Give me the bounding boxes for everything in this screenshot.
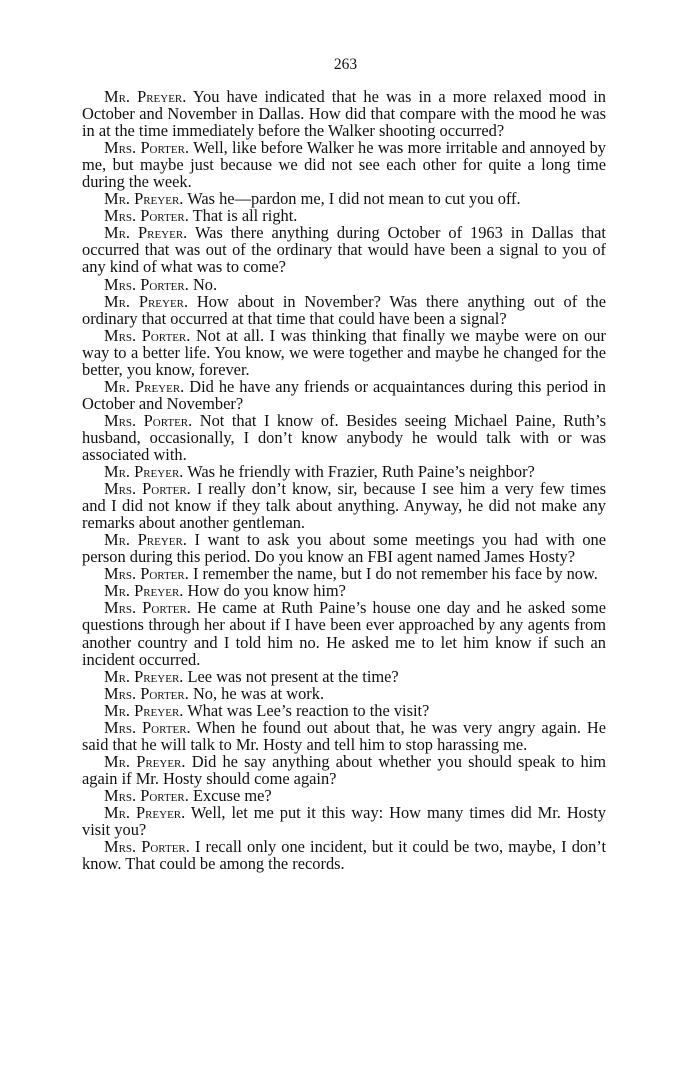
page-number: 263 <box>333 56 358 73</box>
transcript-body <box>82 88 606 872</box>
statement-text: Was there anything during October of 1963 in Dallas that occurred that was out of the ordinary that would have been a signal to you of any kind of what was to come? <box>82 223 606 277</box>
speaker-name: Mr. Preyer. <box>104 462 184 482</box>
transcript-paragraph <box>82 293 606 327</box>
transcript-paragraph <box>82 276 606 293</box>
speaker-name: Mrs. Porter. <box>104 837 190 857</box>
statement-text: He came at Ruth Paine’s house one day and he asked some questions through her about if I have been ever approached by any agents from another country and I told him no. He asked me to let him know if such an incident occurred. <box>82 598 606 669</box>
speaker-name: Mr. Preyer. <box>104 581 184 601</box>
speaker-name: Mrs. Porter. <box>104 410 193 430</box>
statement-text: Lee was not present at the time? <box>187 666 399 686</box>
statement-text: I recall only one incident, but it could be two, maybe, I don’t know. That could be among the records. <box>82 837 606 874</box>
speaker-name: Mr. Preyer. <box>104 802 186 822</box>
statement-text: Well, let me put it this way: How many times did Mr. Hosty visit you? <box>82 802 606 840</box>
transcript-paragraph <box>82 668 606 685</box>
statement-text: How do you know him? <box>187 581 346 601</box>
transcript-paragraph <box>82 88 606 139</box>
transcript-paragraph <box>82 582 606 599</box>
statement-text: I really don’t know, sir, because I see him a very few times and I did not know if they talk about anything. Anyway, he did not make any remarks about another gentleman. <box>82 479 606 533</box>
speaker-name: Mrs. Porter. <box>104 598 191 618</box>
transcript-paragraph <box>82 838 606 872</box>
statement-text: What was Lee’s reaction to the visit? <box>187 700 430 720</box>
statement-text: Did he say anything about whether you should speak to him again if Mr. Hosty should come again? <box>82 751 606 788</box>
transcript-paragraph <box>82 190 606 207</box>
speaker-name: Mr. Preyer. <box>104 666 184 686</box>
speaker-name: Mrs. Porter. <box>104 479 191 499</box>
speaker-name: Mr. Preyer. <box>104 700 184 720</box>
statement-text: Not that I know of. Besides seeing Michael Paine, Ruth’s husband, occasionally, I don’t know anybody he would talk with or was associated with. <box>82 410 606 464</box>
speaker-name: Mrs. Porter. <box>104 325 191 345</box>
statement-text: You have indicated that he was in a more relaxed mood in October and November in Dallas. How did that compare with the mood he was in at the time immediately before the Walker shooting occurred? <box>82 87 606 141</box>
statement-text: Was he—pardon me, I did not mean to cut you off. <box>187 189 521 209</box>
statement-text: When he found out about that, he was very angry again. He said that he will talk to Mr. Hosty and tell him to stop harassing me. <box>82 717 606 754</box>
statement-text: No. <box>192 274 218 294</box>
statement-text: No, he was at work. <box>192 683 325 703</box>
transcript-paragraph <box>82 224 606 275</box>
transcript-paragraph <box>82 463 606 480</box>
speaker-name: Mr. Preyer. <box>104 87 187 106</box>
transcript-paragraph <box>82 207 606 224</box>
transcript-paragraph <box>82 412 606 463</box>
statement-text: Well, like before Walker he was more irritable and annoyed by me, but maybe just because we did not see each other for quite a long time during the week. <box>82 138 607 192</box>
speaker-name: Mrs. Porter. <box>104 138 190 158</box>
statement-text: Was he friendly with Frazier, Ruth Paine’s neighbor? <box>187 462 535 482</box>
statement-text: How about in November? Was there anything out of the ordinary that occurred at that time that could have been a signal? <box>82 291 606 328</box>
statement-text: I remember the name, but I do not remember his face by now. <box>192 564 598 584</box>
statement-text: Excuse me? <box>192 785 272 805</box>
speaker-name: Mrs. Porter. <box>104 274 189 294</box>
transcript-paragraph <box>82 599 606 667</box>
transcript-paragraph <box>82 804 606 838</box>
speaker-name: Mrs. Porter. <box>104 564 189 584</box>
transcript-paragraph <box>82 531 606 565</box>
speaker-name: Mr. Preyer. <box>104 189 184 209</box>
speaker-name: Mr. Preyer. <box>104 376 185 396</box>
transcript-paragraph <box>82 702 606 719</box>
speaker-name: Mrs. Porter. <box>104 785 189 805</box>
statement-text: Did he have any friends or acquaintances during this period in October and November? <box>82 376 606 413</box>
transcript-paragraph <box>82 787 606 804</box>
speaker-name: Mr. Preyer. <box>104 751 186 771</box>
transcript-paragraph <box>82 378 606 412</box>
statement-text: Not at all. I was thinking that finally we maybe were on our way to a better life. You know, we were together and maybe he changed for the better, you know, forever. <box>82 325 606 379</box>
transcript-paragraph <box>82 685 606 702</box>
speaker-name: Mrs. Porter. <box>104 206 189 226</box>
transcript-paragraph <box>82 753 606 787</box>
transcript-paragraph <box>82 139 606 190</box>
speaker-name: Mr. Preyer. <box>104 223 188 243</box>
speaker-name: Mrs. Porter. <box>104 683 189 703</box>
transcript-paragraph <box>82 565 606 582</box>
speaker-name: Mr. Preyer. <box>104 291 189 311</box>
speaker-name: Mrs. Porter. <box>104 717 191 737</box>
transcript-paragraph <box>82 327 606 378</box>
transcript-paragraph <box>82 480 606 531</box>
statement-text: That is all right. <box>192 206 298 226</box>
transcript-paragraph <box>82 719 606 753</box>
statement-text: I want to ask you about some meetings you had with one person during this period. Do you know an FBI agent named James Hosty? <box>82 530 606 567</box>
speaker-name: Mr. Preyer. <box>104 530 187 550</box>
